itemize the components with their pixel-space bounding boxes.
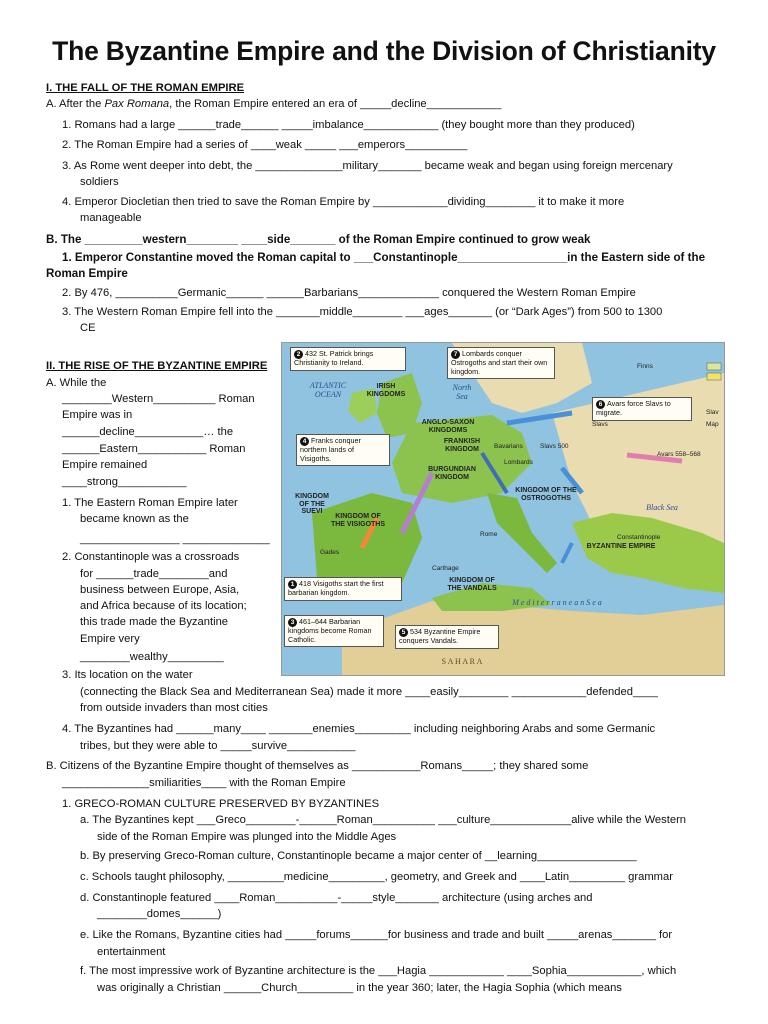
legend-swatch (707, 373, 721, 380)
label-frankish: FRANKISH KINGDOM (443, 438, 481, 453)
europe-map (281, 342, 725, 676)
label-suevi: KINGDOM OF THE SUEVI (295, 493, 329, 515)
label-black-sea: Black Sea (646, 503, 678, 512)
line-greco-b: b. By preserving Greco-Roman culture, Constantinople became a major center of __learning________________ (80, 850, 637, 862)
line-greco-f: f. The most impressive work of Byzantine architecture is the ___Hagia ____________ ____Sophia____________, which (80, 965, 677, 977)
line-rise-a1-blank: ________________ ______________ (80, 533, 270, 545)
section-heading-fall: I. THE FALL OF THE ROMAN EMPIRE (46, 82, 245, 94)
line-fall-a3-cont: soldiers (80, 176, 119, 188)
label-atlantic: ATLANTIC OCEAN (309, 381, 347, 399)
line-greco-c: c. Schools taught philosophy, _________medicine_________, geometry, and Greek and ____Latin_________ grammar (80, 871, 673, 883)
label-map-legend: Map (706, 421, 719, 428)
line-fall-b1-cont: Roman Empire (46, 267, 128, 280)
callout-number: 2 (294, 350, 303, 359)
callout-number: 4 (300, 437, 309, 446)
callout-number: 1 (288, 580, 297, 589)
label-avars: Avars 558–568 (657, 451, 701, 458)
label-ostrogoths: KINGDOM OF THE OSTROGOTHS (515, 487, 577, 502)
label-slavs500: Slavs 500 (540, 443, 569, 450)
line-rise-a-4: ______decline___________… the (62, 426, 234, 438)
line-rise-a-3: Empire was in (62, 409, 133, 421)
label-slav-legend: Slav (706, 409, 719, 416)
callout-text: 534 Byzantine Empire conquers Vandals. (399, 627, 481, 645)
label-slavs: Slavs (592, 421, 608, 428)
section-heading-rise: II. THE RISE OF THE BYZANTINE EMPIRE (46, 360, 268, 372)
line-fall-b3: 3. The Western Roman Empire fell into the _______middle________ ___ages_______ (or “Dark Ages”) from 500 to 1300 (62, 306, 663, 318)
page-title: The Byzantine Empire and the Division of Christianity (52, 36, 716, 66)
line-rise-a-5: ______Eastern___________ Roman (62, 443, 246, 455)
callout-number: 6 (596, 400, 605, 409)
line-rise-a3-c: from outside invaders than most cities (80, 702, 268, 714)
line-fall-b2: 2. By 476, __________Germanic______ ______Barbarians_____________ conquered the Western Roman Empire (62, 287, 636, 299)
line-rise-a-6: Empire remained (62, 459, 148, 471)
callout-text: Franks conquer northern lands of Visigoths. (300, 436, 361, 463)
line-rise-a2: 2. Constantinople was a crossroads (62, 551, 240, 563)
line-rise-a2-b: for ______trade________and (80, 568, 228, 580)
line-fall-a1: 1. Romans had a large ______trade______ _____imbalance____________ (they bought more than they produced) (62, 119, 635, 131)
legend-swatch (707, 363, 721, 370)
callout-franks (296, 434, 390, 466)
line-rise-a2-e: this trade made the Byzantine (80, 616, 229, 628)
line-rise-a-1: A. While the (46, 377, 107, 389)
callout-text: 461–644 Barbarian kingdoms become Roman Catholic. (288, 617, 372, 644)
line-rise-a1-cont: became known as the (80, 513, 189, 525)
label-gades: Gades (320, 549, 340, 556)
callout-461 (284, 615, 384, 647)
text-fragment: , the Roman Empire entered an era of _____decline____________ (169, 98, 502, 110)
label-constantinople: Constantinople (617, 534, 661, 541)
line-rise-a4-b: tribes, but they were able to _____survive___________ (80, 740, 356, 752)
line-fall-a2: 2. The Roman Empire had a series of ____weak _____ ___emperors__________ (62, 139, 468, 151)
line-greco-f-cont: was originally a Christian ______Church_________ in the year 360; later, the Hagia Sophia (which means (97, 982, 622, 994)
line-greco-d-cont: ________domes______) (97, 908, 222, 920)
line-rise-a1: 1. The Eastern Roman Empire later (62, 497, 238, 509)
label-bavarians: Bavarians (494, 443, 523, 450)
line-rise-b: B. Citizens of the Byzantine Empire thought of themselves as ___________Romans_____; they shared some (46, 760, 589, 772)
label-lombards: Lombards (504, 459, 533, 466)
pax-romana-text: Pax Romana (104, 98, 170, 110)
callout-avars (592, 397, 692, 421)
line-fall-b3-cont: CE (80, 322, 96, 334)
label-anglo: ANGLO-SAXON KINGDOMS (421, 419, 475, 434)
line-greco-d: d. Constantinople featured ____Roman__________-_____style_______ architecture (using arches and (80, 892, 593, 904)
label-north-sea: North Sea (452, 383, 472, 401)
label-sahara: S A H A R A (441, 657, 483, 666)
line-rise-a4: 4. The Byzantines had ______many____ _______enemies_________ including neighboring Arabs and some Germanic (62, 723, 656, 735)
line-rise-a2-c: business between Europe, Asia, (80, 584, 240, 596)
label-vandals: KINGDOM OF THE VANDALS (447, 577, 497, 592)
line-rise-a-7: ____strong___________ (62, 476, 187, 488)
line-greco-e-cont: entertainment (97, 946, 166, 958)
line-rise-a2-g: ________wealthy_________ (80, 651, 224, 663)
callout-text: 432 St. Patrick brings Christianity to Ireland. (294, 349, 374, 367)
line-greco-a-cont: side of the Roman Empire was plunged into the Middle Ages (97, 831, 397, 843)
label-mediterranean: M e d i t e r r a n e a n S e a (512, 598, 602, 607)
label-burgundian: BURGUNDIAN KINGDOM (428, 466, 476, 481)
line-greco-a: a. The Byzantines kept ___Greco________-______Roman__________ ___culture_____________alive while the Western (80, 814, 687, 826)
line-rise-a2-f: Empire very (80, 633, 140, 645)
label-rome: Rome (480, 531, 498, 538)
line-fall-a3: 3. As Rome went deeper into debt, the ______________military_______ became weak and began using foreign mercenary (62, 160, 673, 172)
callout-text: Lombards conquer Ostrogoths and start their own kingdom. (451, 349, 548, 376)
callout-text: Avars force Slavs to migrate. (596, 399, 671, 417)
callout-lombards (447, 347, 555, 379)
label-finns: Finns (637, 363, 653, 370)
line-fall-a4-cont: manageable (80, 212, 142, 224)
line-fall-a4: 4. Emperor Diocletian then tried to save the Roman Empire by ____________dividing________ it to make it more (62, 196, 625, 208)
line-rise-a3-b: (connecting the Black Sea and Mediterranean Sea) made it more ____easily________ ____________defended____ (80, 686, 658, 698)
line-fall-b: B. The _________western________ ____side_______ of the Roman Empire continued to grow weak (46, 233, 591, 246)
text-fragment: A. After the (46, 98, 105, 110)
line-fall-a (46, 96, 501, 112)
line-rise-a3: 3. Its location on the water (62, 669, 193, 681)
callout-text: 418 Visigoths start the first barbarian kingdom. (288, 579, 384, 597)
callout-418 (284, 577, 402, 601)
line-rise-b-cont: ______________smiliarities____ with the Roman Empire (62, 777, 346, 789)
callout-number: 3 (288, 618, 297, 627)
callout-534 (395, 625, 499, 649)
line-fall-b1: 1. Emperor Constantine moved the Roman capital to ___Constantinople_________________in the Eastern side of the (62, 251, 706, 264)
line-rise-a-2: ________Western__________ Roman (62, 393, 255, 405)
label-visigoths: KINGDOM OF THE VISIGOTHS (330, 513, 386, 528)
line-greco-e: e. Like the Romans, Byzantine cities had _____forums______for business and trade and built _____arenas_______ for (80, 929, 673, 941)
label-irish: IRISH KINGDOMS (366, 383, 406, 398)
line-rise-a2-d: and Africa because of its location; (80, 600, 247, 612)
label-carthage: Carthage (432, 565, 459, 572)
label-byzantine: BYZANTINE EMPIRE (586, 543, 656, 550)
line-greco-heading: 1. GRECO-ROMAN CULTURE PRESERVED BY BYZANTINES (62, 798, 380, 810)
callout-number: 7 (451, 350, 460, 359)
callout-432 (290, 347, 406, 371)
callout-number: 5 (399, 628, 408, 637)
